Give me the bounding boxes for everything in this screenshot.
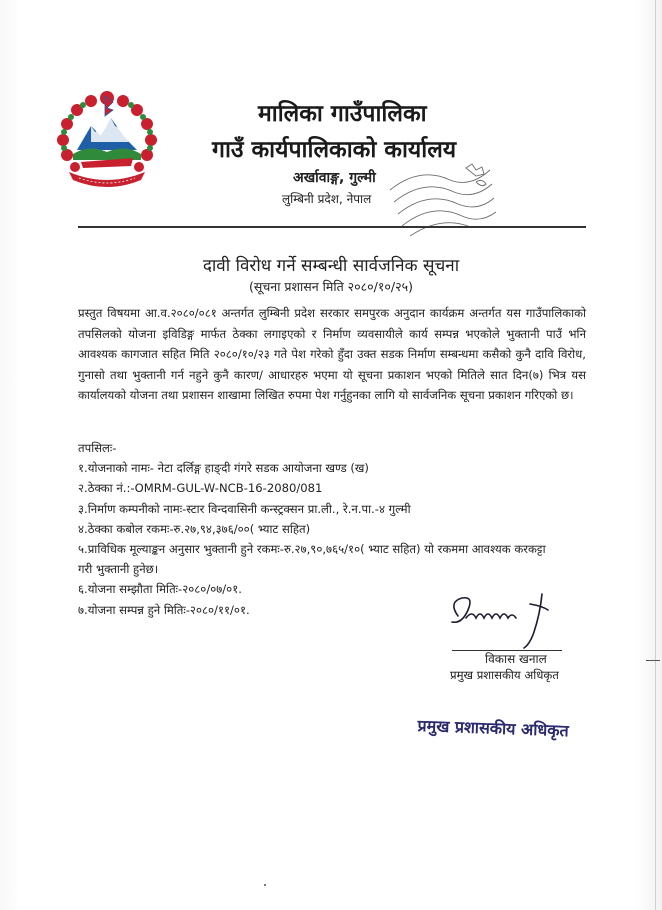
signer-designation: प्रमुख प्रशासकीय अधिकृत: [450, 668, 559, 682]
margin-mark: [646, 660, 660, 661]
address-line-2: लुम्बिनी प्रदेश, नेपाल: [282, 192, 372, 206]
municipality-name: मालिका गाउँपालिका: [258, 101, 427, 127]
nepal-emblem-icon: [55, 88, 159, 192]
header-divider: [78, 226, 586, 228]
schedule-item: ५.प्राविधिक मूल्याङ्कन अनुसार भुक्तानी हुने रकमः-रु.२७,९०,७६५/१०( भ्याट सहित) यो रकममा आवश्यक करकट्टा गरी भुक्तानी हुनेछ।: [78, 542, 546, 577]
address-line-1: अर्खावाङ्ग, गुल्मी: [293, 170, 376, 186]
schedule-item: ४.ठेक्का कबोल रकमः-रु.२७,९४,३७६/००( भ्याट सहित): [78, 521, 311, 536]
notice-title: दावी विरोध गर्ने सम्बन्धी सार्वजनिक सूचना: [202, 256, 460, 276]
notice-body: प्रस्तुत विषयमा आ.व.२०८०/०८१ अन्तर्गत लुम्बिनी प्रदेश सरकार समपुरक अनुदान कार्यक्रम अन्तर्गत यस गाउँपालिकाको तपसिलको योजना इविडिङ्ग मार्फत ठेक्का लगाइएको र निर्माण व्यवसायीले कार्य सम्पन्न भएकोले भुक्तानी पाउँ भनि आवश्यक कागजात सहित मिति २०८०/१०/२३ गते पेश गरेको हुँदा उक्त सडक निर्माण सम्बन्धमा कसैको कुनै दावि विरोध, गुनासो तथा भुक्तानी गर्न नहुने कुनै कारण/ आधारहरु भएमा यो सूचना प्रकाशन भएको मितिले सात दिन(७) भित्र यस कार्यालयको योजना तथा प्रशासन शाखामा लिखित रुपमा पेश गर्नुहुनका लागि यो सार्वजनिक सूचना प्रकाशन गरिएको छ।: [78, 306, 586, 402]
schedule-heading: तपसिलः-: [78, 441, 117, 455]
designation-stamp: प्रमुख प्रशासकीय अधिकृत: [417, 715, 570, 741]
signer-name: विकास खनाल: [485, 652, 547, 666]
scan-speck: [264, 884, 266, 886]
office-seal-stamp: [380, 160, 500, 242]
office-name: गाउँ कार्यपालिकाको कार्यालय: [212, 137, 457, 163]
schedule-item: १.योजनाको नामः- नेटा दर्लिङ्ग हाङ्दी गंगरे सडक आयोजना खण्ड (ख): [78, 461, 369, 476]
schedule-item: २.ठेक्का नं.:-OMRM-GUL-W-NCB-16-2080/081: [78, 481, 323, 496]
notice-date: (सूचना प्रशासन मिति २०८०/१०/२५): [249, 279, 413, 294]
handwritten-signature: [444, 588, 564, 650]
schedule-item: ३.निर्माण कम्पनीको नामः-स्टार विन्दवासिनी कन्स्ट्रक्सन प्रा.ली., रे.न.पा.-४ गुल्मी: [78, 501, 411, 516]
scan-edge-line: [655, 0, 656, 910]
schedule-item: ६.योजना सम्झौता मितिः-२०८०/०७/०१.: [78, 582, 242, 597]
schedule-item: ७.योजना सम्पन्न हुने मितिः-२०८०/११/०१.: [78, 602, 250, 617]
